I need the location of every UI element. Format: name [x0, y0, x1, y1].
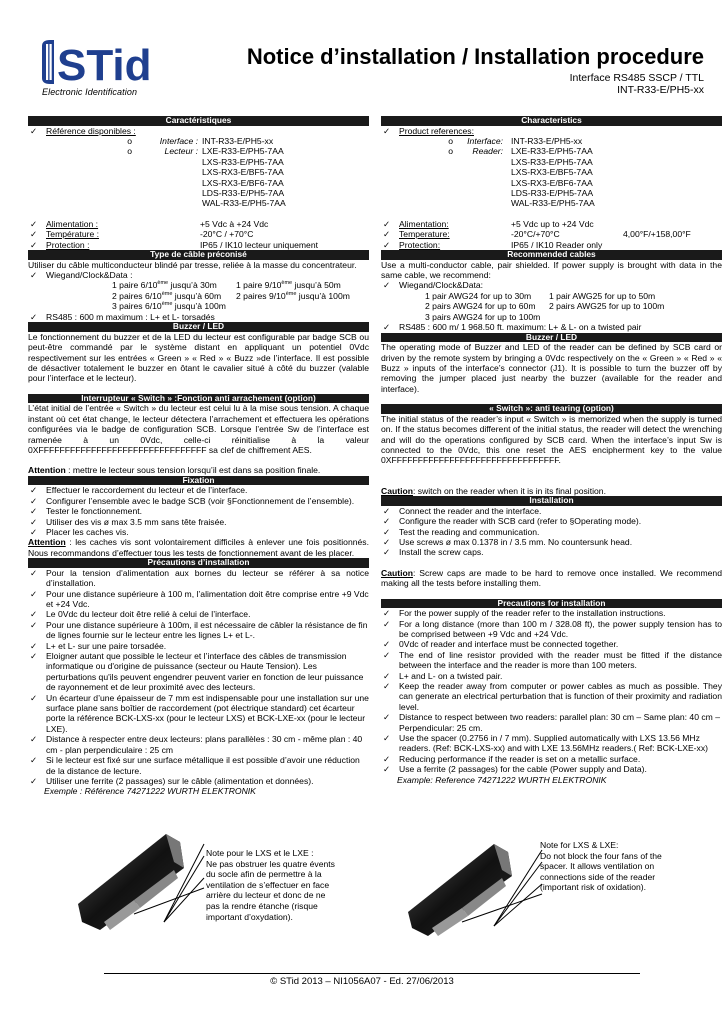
note-en: Note for LXS & LXE: Do not block the four fans of the spacer. It allows ventilation on connections side of the reader (important risk of oxidation).	[540, 840, 662, 893]
section-header-cable: Type de câble préconisé	[28, 250, 369, 260]
header-reference: INT-R33-E/PH5-xx	[617, 84, 704, 96]
wiegand-row-3: 3 paires 6/10ème jusqu’à 100m	[112, 301, 226, 312]
note-fr: Note pour le LXS et le LXE : Ne pas obstruer les quatre évents du socle afin de permettre à la ventilation de s’effectuer en face arrière du lecteur et donc de ne pas la rendre étanche (risque important d’oxydation).	[206, 848, 335, 922]
french-column: Caractéristiques ✓ Référence disponibles : o Interface : INT-R33-E/PH5-xx o Lecteur : LXE-R33-E/PH5-7AA LXS-R33-E/PH5-7AA LXS-RX3-E/BF5-7AA LXS-RX3-E/BF6-7AA LDS-R33-E/PH5-7AA WAL-R33-E/PH5-7AA ✓ Alimentation : +5 Vdc à +24 Vdc ✓ Température : -20°C / +70°C ✓ Protection : IP65 / IK10 lecteur uniquement Type de câble préconisé Utiliser du câble multiconducteur blindé par tresse, reliée à la masse du concentrateur. ✓ Wiegand/Clock&Data : 1 paire 6/10ème jusqu’à 30m 1 paire 9/10ème jusqu’à 50m 2 paires 6/10ème jusqu’à 60m 2 paires 9/10ème jusqu’à 100m 3 paires 6/10ème jusqu’à 100m ✓ RS485 : 600 m maximum : L+ et L- torsadés Buzzer / LED Le fonctionnement du buzzer et de la LED du lecteur est configurable par badge SCB ou peut-être commandé par le système distant en appliquant un potentiel 0Vdc respectivement sur les entrées « Green » « Red » « Buzz »de l’interface. Il est possible de désactiver totalement le buzzer en ôtant le cavalier situé à côté du buzzer (valable pour l’interface et le lecteur). Interrupteur « Switch » :Fonction anti arrachement (option) L’état initial de l’entrée « Switch » du lecteur est celui lu à la mise sous tension. A chaque instant où cet état change, le lecteur détectera l’arrachement et effectuera les opérations configurées via le badge de configuration SCB. Lorsque l’entrée Sw de l’interface est ramenée à un 0Vdc, celle-ci réinitialise à la valeur 0XFFFFFFFFFFFFFFFFFFFFFFFFFFFFFFFF sa clef de chiffrement AES. Attention : mettre le lecteur sous tension lorsqu’il est dans sa position finale. Fixation ✓ Effectuer le raccordement du lecteur et de l’interface. ✓ Configurer l’ensemble avec le badge SCB (voir §Fonctionnement de l’ensemble). ✓ Tester le fonctionnement. ✓ Utiliser des vis ø max 3.5 mm sans tête fraisée. ✓ Placer les caches vis. Attention : les caches vis sont volontairement difficiles à enlever une fois positionnés. Nous recommandons d’effectuer tous les tests de fonctionnement avant de les placer. Précautions d’installation ✓ Pour la tension d'alimentation aux bornes du lecteur se référer à sa notice d’installation. ✓ Pour une distance supérieure à 100 m, l’alimentation doit être comprise entre +9 Vdc et +24 Vdc. ✓ Le 0Vdc du lecteur doit être relié à celui de l’interface. ✓ Pour une distance supérieure à 100m, il est nécessaire de câbler la résistance de fin de lignes fournie sur le lecteur entre les lignes L+ et L-. ✓ L+ et L- sur une paire torsadée. ✓ Eloigner autant que possible le lecteur et l’interface des câbles de transmission informatique ou d'origine de puissance (secteur ou Haute Tension). Les perturbations qu'ils peuvent engendrer peuvent varier en fonction de leur puissance de rayonnement et de leur proximité avec des lecteurs. ✓ Un écarteur d’une épaisseur de 7 mm est indispensable pour une installation sur une surface plane sans boîtier de raccordement (pot électrique standard) cet écarteur porte la référence BCK-LXS-xx (pour le lecteur LXS) et BCK-LXE-xx (pour le lecteur LXE). ✓ Distance à respecter entre deux lecteurs: plans parallèles : 30 cm - même plan : 40 cm - plan perpendiculaire : 25 cm ✓ Si le lecteur est fixé sur une surface métallique il est possible d’avoir une réduction de la distance de lecture. ✓ Utiliser une ferrite (2 passages) sur le câble (alimentation et données). Exemple : Référence 74271222 WURTH ELEKTRONIK	[28, 115, 369, 797]
logo-subtitle: Electronic Identification	[42, 87, 138, 97]
stid-logo-mark	[40, 40, 152, 86]
section-header-precautions: Précautions d’installation	[28, 558, 369, 568]
bullet-icon: o	[127, 136, 132, 146]
wiegand-row-2: 2 paires 6/10ème jusqu’à 60m 2 paires 9/10ème jusqu’à 100m	[112, 290, 350, 301]
section-header-buzzer: Buzzer / LED	[28, 322, 369, 332]
footer-divider	[104, 973, 640, 974]
footer: © STid 2013 – NI1056A07 - Ed. 27/06/2013	[270, 976, 454, 987]
section-header-switch: Interrupteur « Switch » :Fonction anti arrachement (option)	[28, 394, 369, 404]
bullet-icon: o	[127, 146, 132, 157]
section-header-caracteristiques: Caractéristiques	[28, 116, 369, 126]
lecteur-row: o Lecteur : LXE-R33-E/PH5-7AA	[28, 146, 369, 156]
section-header-fixation: Fixation	[28, 476, 369, 486]
stid-logo	[40, 40, 152, 100]
section-header-buzzer-led: Buzzer / LED	[381, 333, 722, 343]
temperature-row: ✓ Température : -20°C / +70°C	[30, 229, 254, 240]
reader-ventilation-illustration	[74, 826, 224, 934]
wiegand-row-1: 1 paire 6/10ème jusqu’à 30m 1 paire 9/10ème jusqu’à 50m	[112, 280, 341, 291]
reader-ventilation-illustration	[404, 836, 550, 940]
english-column: Characteristics ✓ Product references: o Interface: INT-R33-E/PH5-xx o Reader: LXE-R33-E/PH5-7AA LXS-R33-E/PH5-7AA LXS-RX3-E/BF5-7AA LXS-RX3-E/BF6-7AA LDS-R33-E/PH5-7AA WAL-R33-E/PH5-7AA ✓ Alimentation: +5 Vdc up to +24 Vdc ✓ Temperature: -20°C/+70°C 4,00°F/+158,00°F ✓ Protection: IP65 / IK10 Reader only Recommended cables Use a multi-conductor cable, pair shielded. If power supply is brought with data in the same cable, we recommend: ✓ Wiegand/Clock&Data: 1 pair AWG24 for up to 30m 1 pair AWG25 for up to 50m 2 pairs AWG24 for up to 60m 2 pairs AWG25 for up to 100m 3 pairs AWG24 for up to 100m ✓ RS485 : 600 m/ 1 968.50 ft. maximum: L+ & L- on a twisted pair Buzzer / LED The operating mode of Buzzer and LED of the reader can be defined by SCB card or driven by the remote system by bringing a 0Vdc respectively on the « Green » « Red » « Buzz » inputs of the interface’s connector (J1). It is possible to turn the buzzer off by removing the jumper placed just nearby the buzzer (available for the reader and interface). « Switch »: anti tearing (option) The initial status of the reader’s input « Switch » is memorized when the supply is turned on. If the status becomes different of the initial status, the reader will detect the wrenching and will do the operations configured by SCB card. When the interface’s input Sw is connected to the 0Vdc, this one reset the AES encipherment key to the value 0XFFFFFFFFFFFFFFFFFFFFFFFFFFFFFFFF. Caution: switch on the reader when it is in its final position. Installation ✓ Connect the reader and the interface. ✓ Configure the reader with SCB card (refer to §Operating mode). ✓ Test the reading and communication. ✓ Use screws ø max 0.1378 in / 3.5 mm. No countersunk head. ✓ Install the screw caps. Caution: Screw caps are made to be hard to remove once installed. We recommend making all the tests before installing them. Precautions for installation ✓ For the power supply of the reader refer to the installation instructions. ✓ For a long distance (more than 100 m / 328.08 ft), the power supply tension has to be comprised between +9 Vdc and +24 Vdc. ✓ 0Vdc of reader and interface must be connected together. ✓ The end of line resistor provided with the reader must be fitted if the distance between the interface and the reader is more than 100 meters. ✓ L+ and L- on a twisted pair. ✓ Keep the reader away from computer or power cables as much as possible. They can generate an electrical perturbation that is function of their proximity and radiation level. ✓ Distance to respect between two readers: parallel plan: 30 cm – Same plan: 40 cm – Perpendicular: 25 cm. ✓ Use the spacer (0.2756 in / 7 mm). Supplied automatically with LXS 13.56 MHz readers. (Ref: BCK-LXS-xx) and with LXE 13.56MHz readers.( Ref: BCK-LXE-xx) ✓ Reducing performance if the reader is set on a metallic surface. ✓ Use a ferrite (2 passages) for the cable (Power supply and Data). Example: Reference 74271222 WURTH ELEKTRONIK	[381, 115, 722, 785]
section-header-recommended-cables: Recommended cables	[381, 250, 722, 260]
list-item: ✓ Référence disponibles :	[30, 125, 136, 136]
reader-list: LXS-R33-E/PH5-7AA LXS-RX3-E/BF5-7AA LXS-RX3-E/BF6-7AA LDS-R33-E/PH5-7AA WAL-R33-E/PH5-7AA	[202, 156, 286, 209]
protection-row: ✓ Protection : IP65 / IK10 lecteur uniquement	[30, 239, 319, 250]
section-header-precautions-en: Precautions for installation	[381, 599, 722, 609]
page-title: Notice d’installation / Installation procedure	[246, 44, 704, 69]
alimentation-row: ✓ Alimentation : +5 Vdc à +24 Vdc	[30, 218, 269, 229]
section-header-installation: Installation	[381, 496, 722, 506]
section-header-characteristics: Characteristics	[381, 116, 722, 126]
header-interface: Interface RS485 SSCP / TTL	[569, 72, 704, 84]
section-header-switch-en: « Switch »: anti tearing (option)	[381, 404, 722, 414]
logo-brand: STid	[57, 41, 152, 86]
interface-row: o Interface : INT-R33-E/PH5-xx	[28, 136, 369, 146]
check-icon: ✓	[30, 125, 38, 136]
